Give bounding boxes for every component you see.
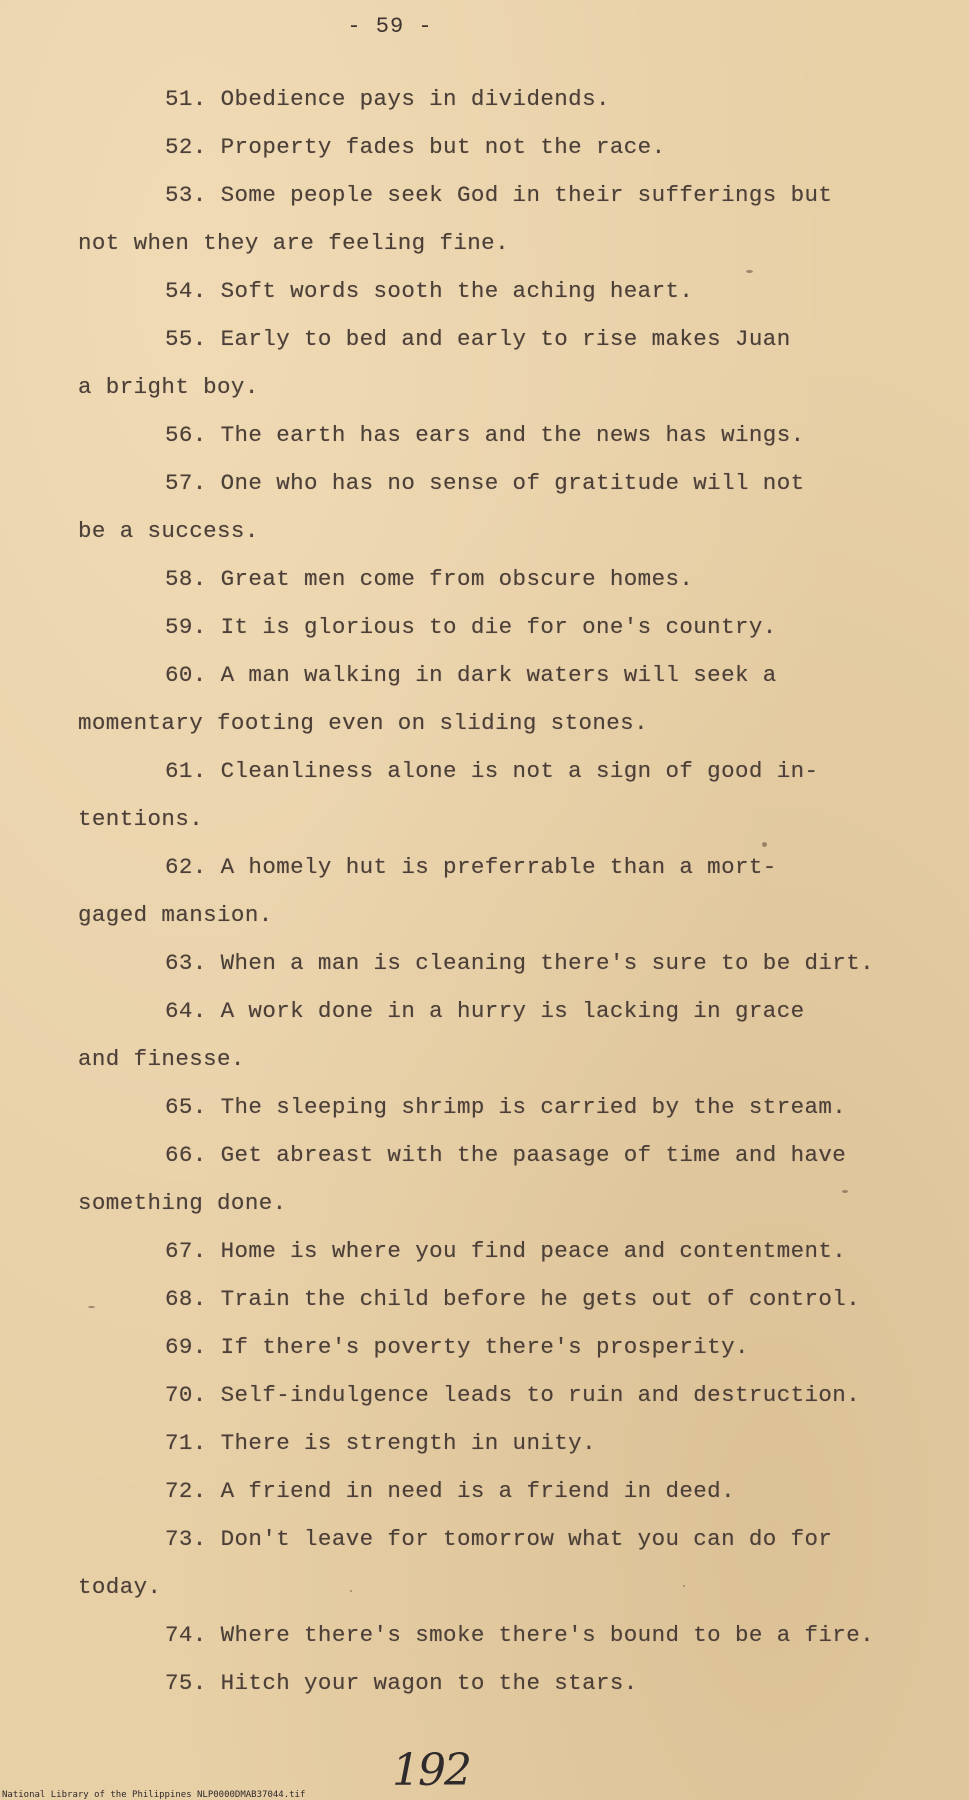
typed-line: 54. Soft words sooth the aching heart. bbox=[165, 278, 694, 304]
typed-line: 58. Great men come from obscure homes. bbox=[165, 566, 694, 592]
typed-line: 55. Early to bed and early to rise makes Juan bbox=[165, 326, 791, 352]
typed-line: 69. If there's poverty there's prosperity. bbox=[165, 1334, 749, 1360]
typed-line: 70. Self-indulgence leads to ruin and destruction. bbox=[165, 1382, 861, 1408]
paper-speck bbox=[683, 1585, 685, 1587]
typed-line: something done. bbox=[78, 1190, 287, 1216]
footer-file-name: NLP0000DMAB37044.tif bbox=[197, 1790, 306, 1800]
typed-line: 62. A homely hut is preferrable than a mort- bbox=[165, 854, 777, 880]
typed-line: 63. When a man is cleaning there's sure to be dirt. bbox=[165, 950, 875, 976]
typed-line: 66. Get abreast with the paasage of time and have bbox=[165, 1142, 847, 1168]
typed-line: 56. The earth has ears and the news has wings. bbox=[165, 422, 805, 448]
typed-line: today. bbox=[78, 1574, 162, 1600]
typed-line: 53. Some people seek God in their sufferings but bbox=[165, 182, 833, 208]
typed-line: not when they are feeling fine. bbox=[78, 230, 509, 256]
paper-speck bbox=[842, 1190, 848, 1193]
typed-line: gaged mansion. bbox=[78, 902, 273, 928]
typed-line: 73. Don't leave for tomorrow what you can do for bbox=[165, 1526, 833, 1552]
paper-speck bbox=[762, 842, 767, 847]
paper-speck bbox=[746, 270, 753, 273]
typed-line: 74. Where there's smoke there's bound to be a fire. bbox=[165, 1622, 875, 1648]
typed-line: 61. Cleanliness alone is not a sign of good in- bbox=[165, 758, 819, 784]
typed-line: 75. Hitch your wagon to the stars. bbox=[165, 1670, 638, 1696]
paper-speck bbox=[88, 1306, 95, 1308]
typed-line: 67. Home is where you find peace and contentment. bbox=[165, 1238, 847, 1264]
typed-line: 52. Property fades but not the race. bbox=[165, 134, 666, 160]
typed-line: 60. A man walking in dark waters will seek a bbox=[165, 662, 777, 688]
typed-line: be a success. bbox=[78, 518, 259, 544]
paper-speck bbox=[350, 1590, 352, 1592]
typed-line: a bright boy. bbox=[78, 374, 259, 400]
page-number: - 59 - bbox=[347, 14, 433, 39]
typed-line: 64. A work done in a hurry is lacking in grace bbox=[165, 998, 805, 1024]
typed-line: 71. There is strength in unity. bbox=[165, 1430, 596, 1456]
footer-library-name: National Library of the Philippines bbox=[2, 1790, 192, 1800]
typed-line: 68. Train the child before he gets out of control. bbox=[165, 1286, 861, 1312]
typed-line: 59. It is glorious to die for one's country. bbox=[165, 614, 777, 640]
typed-line: and finesse. bbox=[78, 1046, 245, 1072]
typed-line: 65. The sleeping shrimp is carried by the stream. bbox=[165, 1094, 847, 1120]
typed-line: 72. A friend in need is a friend in deed. bbox=[165, 1478, 735, 1504]
handwritten-page-number: 192 bbox=[392, 1745, 470, 1796]
typed-line: 57. One who has no sense of gratitude will not bbox=[165, 470, 805, 496]
typed-line: 51. Obedience pays in dividends. bbox=[165, 86, 610, 112]
typed-line: tentions. bbox=[78, 806, 204, 832]
typed-line: momentary footing even on sliding stones. bbox=[78, 710, 648, 736]
